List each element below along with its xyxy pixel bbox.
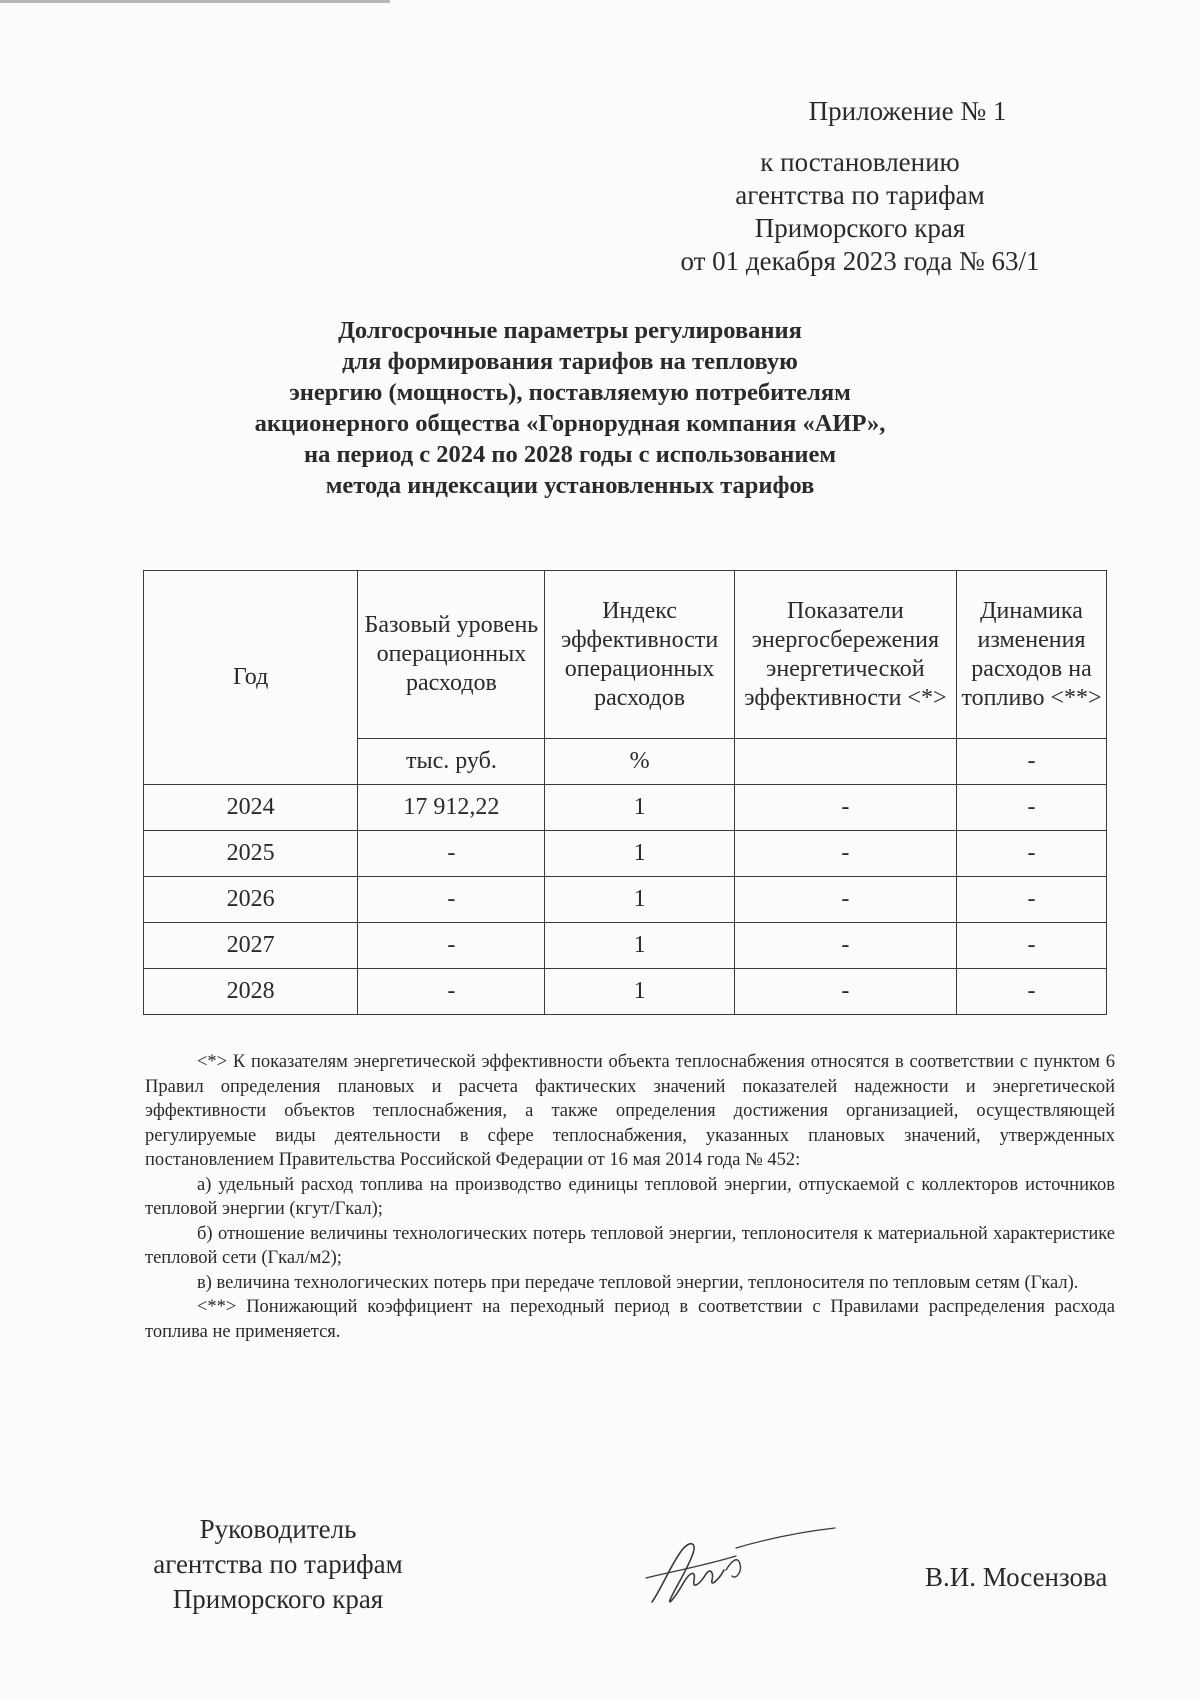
scan-edge [0, 0, 390, 3]
cell-efficiency-index: 1 [545, 877, 734, 923]
parameters-table [143, 570, 1107, 1015]
cell-fuel-dynamics: - [957, 969, 1107, 1015]
handwritten-signature [640, 1526, 840, 1621]
footnote-fuel: <**> Понижающий коэффициент на переходный период в соответствии с Правилами распределения расхода топлива не применяется. [145, 1297, 1115, 1342]
title-line: энергию (мощность), поставляемую потребителям [289, 379, 851, 406]
footnote-item-b: б) отношение величины технологических потерь тепловой энергии, теплоносителя к материальной характеристике тепловой сети (Гкал/м2); [145, 1223, 1115, 1268]
cell-efficiency-index: 1 [545, 969, 734, 1015]
appendix-line: агентства по тарифам [735, 180, 985, 210]
cell-year: 2024 [144, 785, 358, 831]
table-header-row [144, 571, 1107, 739]
cell-year: 2025 [144, 831, 358, 877]
unit-cell: % [545, 739, 734, 785]
signatory-position [143, 1512, 413, 1617]
table-row [144, 877, 1107, 923]
header-fuel-dynamics: Динамика изменения расходов на топливо <**> [957, 571, 1107, 739]
position-line: агентства по тарифам [153, 1549, 403, 1579]
footnote-energy-efficiency: <*> К показателям энергетической эффективности объекта теплоснабжения относятся в соответствии с пунктом 6 Правил определения плановых и расчета фактических значений показателей надежности и энергетической эффективности объектов теплоснабжения, а также определения достижения организацией, осуществляющей регулируемые виды деятельности в сфере теплоснабжения, указанных плановых значений, утвержденных постановлением Правительства Российской Федерации от 16 мая 2014 года № 452: [145, 1052, 1115, 1170]
header-year: Год [144, 571, 358, 785]
cell-base-level: 17 912,22 [358, 785, 545, 831]
table-row [144, 785, 1107, 831]
document-title [200, 315, 940, 501]
header-energy-saving: Показатели энергосбережения энергетической эффективности <*> [734, 571, 956, 739]
appendix-number: Приложение № 1 [808, 96, 1007, 126]
appendix-line: от 01 декабря 2023 года № 63/1 [680, 246, 1040, 276]
title-line: акционерного общества «Горнорудная компания «АИР», [254, 410, 886, 437]
cell-year: 2026 [144, 877, 358, 923]
cell-base-level: - [358, 969, 545, 1015]
table-row [144, 969, 1107, 1015]
position-line: Приморского края [172, 1584, 384, 1614]
cell-efficiency-index: 1 [545, 831, 734, 877]
appendix-header [640, 95, 1080, 278]
cell-base-level: - [358, 877, 545, 923]
cell-energy-saving: - [734, 877, 956, 923]
cell-energy-saving: - [734, 831, 956, 877]
cell-base-level: - [358, 923, 545, 969]
table-row [144, 923, 1107, 969]
unit-cell: тыс. руб. [358, 739, 545, 785]
cell-base-level: - [358, 831, 545, 877]
footnote-item-c: в) величина технологических потерь при передаче тепловой энергии, теплоносителя по тепловым сетям (Гкал). [197, 1272, 1079, 1293]
table-row [144, 831, 1107, 877]
cell-year: 2028 [144, 969, 358, 1015]
cell-energy-saving: - [734, 923, 956, 969]
header-efficiency-index: Индекс эффективности операционных расходов [545, 571, 734, 739]
unit-cell: - [957, 739, 1107, 785]
signatory-name: В.И. Мосензова [925, 1562, 1108, 1592]
cell-fuel-dynamics: - [957, 923, 1107, 969]
cell-year: 2027 [144, 923, 358, 969]
title-line: для формирования тарифов на тепловую [342, 348, 798, 375]
position-line: Руководитель [199, 1514, 357, 1544]
footnotes [145, 1050, 1115, 1344]
appendix-line: к постановлению [760, 147, 960, 177]
cell-efficiency-index: 1 [545, 923, 734, 969]
unit-cell [734, 739, 956, 785]
title-line: Долгосрочные параметры регулирования [338, 317, 802, 344]
title-line: на период с 2024 по 2028 годы с использованием [303, 441, 837, 468]
cell-energy-saving: - [734, 969, 956, 1015]
cell-fuel-dynamics: - [957, 877, 1107, 923]
cell-energy-saving: - [734, 785, 956, 831]
appendix-line: Приморского края [754, 213, 966, 243]
cell-fuel-dynamics: - [957, 831, 1107, 877]
header-base-level: Базовый уровень операционных расходов [358, 571, 545, 739]
cell-fuel-dynamics: - [957, 785, 1107, 831]
cell-efficiency-index: 1 [545, 785, 734, 831]
footnote-item-a: а) удельный расход топлива на производство единицы тепловой энергии, отпускаемой с коллекторов источников тепловой энергии (кгут/Гкал); [145, 1174, 1115, 1219]
title-line: метода индексации установленных тарифов [325, 472, 815, 499]
